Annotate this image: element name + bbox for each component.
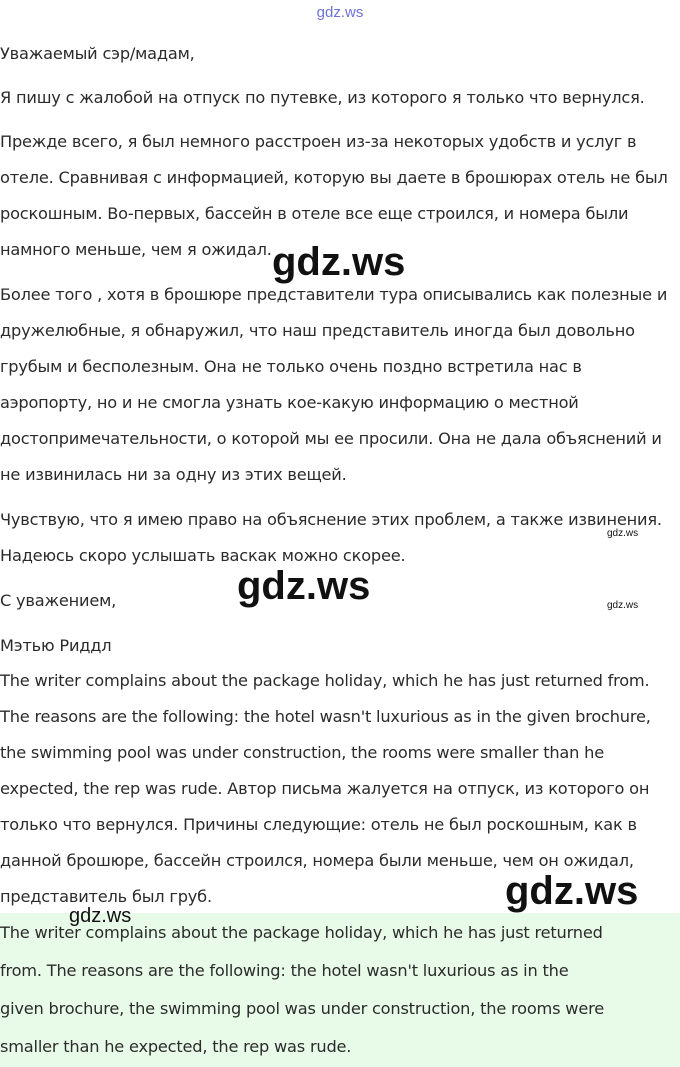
answer-paragraph: The writer complains about the package holiday, which he has just returned from. The reasons are the following: the hotel wasn't luxurious as in the given brochure, the swimming pool was under construction, the rooms were smaller than he expected, the rep was rude. Автор письма жалуется на отпуск, из которого он только что вернулся. Причины следующие: отель не был роскошным, как в данной брошюре, бассейн строился, номера были меньше, чем он ожидал, представитель был груб. [0,671,651,906]
watermark-mid: gdz.ws [69,905,132,927]
highlighted-answer-text: The writer complains about the package holiday, which he has just returned from. The reasons are the following: the hotel wasn't luxurious as in the given brochure, the swimming pool was under construction, the rooms were smaller than he expected, the rep was rude. [0,923,604,1056]
letter-paragraph-2: Прежде всего, я был немного расстроен из-за некоторых удобств и услуг в отеле. Сравнивая с информацией, которую вы даете в брошюрах отель не был роскошным. Во-первых, бассейн в отеле все еще строился, и номера были намного меньше, чем я ожидал. [0,132,668,259]
letter-paragraph-4: Чувствую, что я имею право на объяснение этих проблем, а также извинения. Надеюсь скоро услышать васкак можно скорее. [0,510,662,565]
letter-signature: Мэтью Риддл [0,636,112,655]
watermark-big-3: gdz.ws [505,869,639,913]
letter-paragraph-1: Я пишу с жалобой на отпуск по путевке, из которого я только что вернулся. [0,88,645,107]
watermark-small-2: gdz.ws [607,600,639,611]
watermark-small-1: gdz.ws [607,528,639,539]
letter-paragraph-3: Более того , хотя в брошюре представители тура описывались как полезные и дружелюбные, я обнаружил, что наш представитель иногда был довольно грубым и бесполезным. Она не только очень поздно встретила нас в аэропорту, но и не смогла узнать кое-какую информацию о местной достопримечательности, о которой мы ее просили. Она не дала объяснений и не извинилась ни за одну из этих вещей. [0,285,668,484]
watermark-top: gdz.ws [316,4,364,21]
letter-closing: С уважением, [0,591,117,610]
watermark-big-2: gdz.ws [237,564,371,608]
letter-greeting: Уважаемый сэр/мадам, [0,44,195,63]
watermark-big-1: gdz.ws [272,240,406,284]
